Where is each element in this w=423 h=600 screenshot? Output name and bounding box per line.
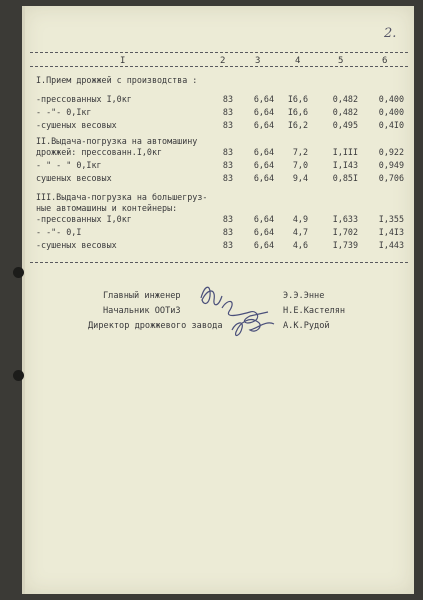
table-cell: 83 bbox=[222, 107, 233, 117]
row-label: - " - " 0,Iкг bbox=[36, 160, 102, 170]
column-header-2: 2 bbox=[220, 56, 226, 66]
table-cell: 83 bbox=[222, 94, 233, 104]
table-cell: 6,64 bbox=[253, 94, 274, 104]
column-header-4: 4 bbox=[295, 56, 301, 66]
row-label: -сушеных весовых bbox=[36, 240, 117, 250]
table-cell: 83 bbox=[222, 147, 233, 157]
table-cell: I6,6 bbox=[287, 107, 308, 117]
section-title: III.Выдача-погрузка на большегруз- bbox=[36, 192, 208, 202]
row-label: - -"- 0,I bbox=[36, 227, 82, 237]
table-cell: 0,706 bbox=[378, 173, 404, 183]
signatory-role: Начальник ООТиЗ bbox=[103, 306, 181, 316]
section-title: ные автомашины и контейнеры: bbox=[36, 203, 178, 213]
table-cell: 83 bbox=[222, 240, 233, 250]
table-cell: I,I43 bbox=[332, 160, 358, 170]
page-number: 2. bbox=[384, 26, 397, 41]
signatory-role: Директор дрожжевого завода bbox=[88, 321, 223, 331]
column-header-3: 3 bbox=[255, 56, 261, 66]
table-cell: 6,64 bbox=[253, 160, 274, 170]
table-cell: 0,482 bbox=[332, 107, 358, 117]
table-cell: 7,2 bbox=[292, 147, 308, 157]
table-cell: 83 bbox=[222, 120, 233, 130]
row-label: -прессованных I,0кг bbox=[36, 94, 132, 104]
table-cell: 6,64 bbox=[253, 173, 274, 183]
table-cell: 6,64 bbox=[253, 107, 274, 117]
table-cell: 4,6 bbox=[292, 240, 308, 250]
table-cell: 6,64 bbox=[253, 120, 274, 130]
table-cell: 4,7 bbox=[292, 227, 308, 237]
signatory-name: А.К.Рудой bbox=[283, 321, 330, 331]
table-cell: I,443 bbox=[378, 240, 404, 250]
row-label: сушеных весовых bbox=[36, 173, 112, 183]
table-cell: 83 bbox=[222, 227, 233, 237]
table-cell: 6,64 bbox=[253, 214, 274, 224]
table-cell: 0,495 bbox=[332, 120, 358, 130]
signatory-name: Э.Э.Энне bbox=[283, 291, 325, 301]
table-cell: I,739 bbox=[332, 240, 358, 250]
table-cell: 0,4I0 bbox=[378, 120, 404, 130]
table-cell: 6,64 bbox=[253, 147, 274, 157]
row-label: - -"- 0,Iкг bbox=[36, 107, 92, 117]
table-cell: 83 bbox=[222, 173, 233, 183]
table-cell: 4,9 bbox=[292, 214, 308, 224]
table-cell: I6,6 bbox=[287, 94, 308, 104]
column-header-5: 5 bbox=[338, 56, 344, 66]
table-cell: 7,0 bbox=[292, 160, 308, 170]
table-cell: 0,949 bbox=[378, 160, 404, 170]
table-cell: I,III bbox=[332, 147, 358, 157]
section-title: II.Выдача-погрузка на автомашину bbox=[36, 136, 198, 146]
table-cell: 0,922 bbox=[378, 147, 404, 157]
row-label: -прессованных I,0кг bbox=[36, 214, 132, 224]
table-cell: 0,400 bbox=[378, 107, 404, 117]
column-header-1: I bbox=[120, 56, 126, 66]
table-cell: I,633 bbox=[332, 214, 358, 224]
signatory-role: Главный инженер bbox=[103, 291, 181, 301]
row-label: -сушеных весовых bbox=[36, 120, 117, 130]
table-cell: 0,85I bbox=[332, 173, 358, 183]
table-cell: 83 bbox=[222, 160, 233, 170]
section-title: I.Прием дрожжей с производства : bbox=[36, 75, 198, 85]
table-cell: I,355 bbox=[378, 214, 404, 224]
column-header-6: 6 bbox=[382, 56, 388, 66]
signatory-name: Н.Е.Кастелян bbox=[283, 306, 346, 316]
table-cell: 6,64 bbox=[253, 227, 274, 237]
table-cell: I,4I3 bbox=[378, 227, 404, 237]
row-label: дрожжей: прессованн.I,0кг bbox=[36, 147, 163, 157]
table-cell: I6,2 bbox=[287, 120, 308, 130]
table-cell: 9,4 bbox=[292, 173, 308, 183]
table-cell: I,702 bbox=[332, 227, 358, 237]
table-cell: 0,400 bbox=[378, 94, 404, 104]
table-cell: 0,482 bbox=[332, 94, 358, 104]
table-cell: 83 bbox=[222, 214, 233, 224]
table-cell: 6,64 bbox=[253, 240, 274, 250]
